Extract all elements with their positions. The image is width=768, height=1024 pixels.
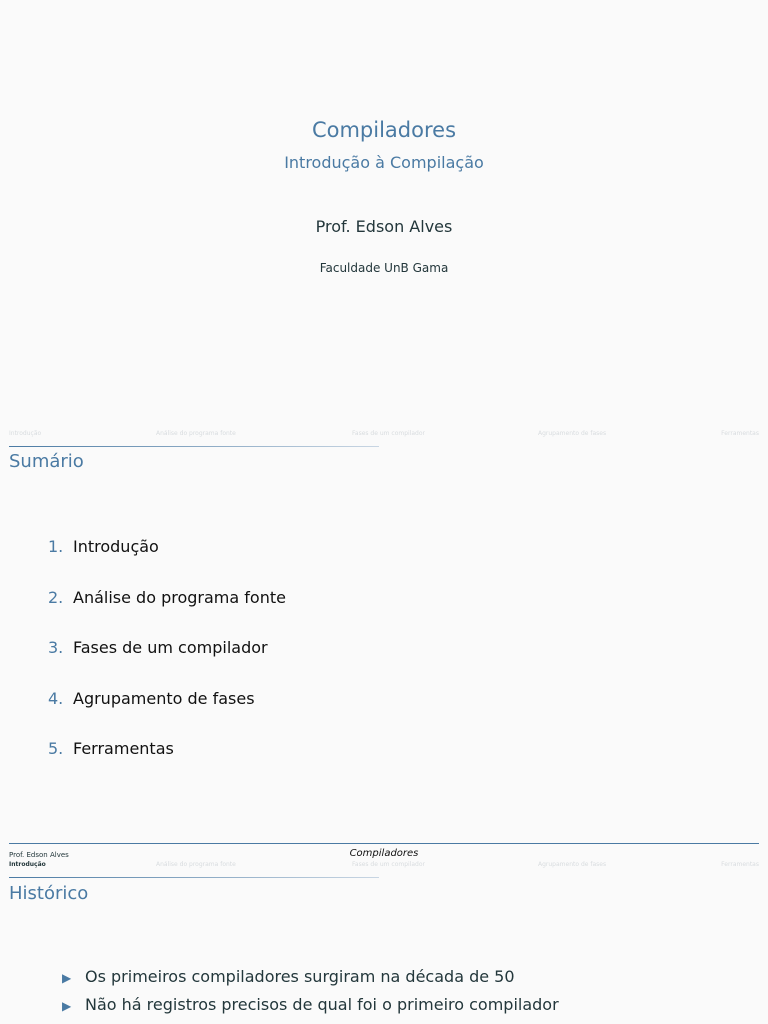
list-item: ▶ Não há registros precisos de qual foi o primeiro compilador (62, 995, 559, 1014)
bullet-list (62, 967, 559, 1023)
section-navigation (0, 430, 768, 444)
presentation-title: Compiladores (311, 118, 457, 142)
toc-item-label: Fases de um compilador (73, 638, 268, 657)
triangle-bullet-icon: ▶ (62, 971, 72, 985)
toc-item[interactable]: 2. Análise do programa fonte (48, 587, 286, 607)
summary-frametitle: Sumário (9, 451, 84, 472)
title-slide (0, 0, 768, 430)
nav-item-fases[interactable]: Fases de um compilador (352, 430, 425, 437)
toc-item-label: Ferramentas (73, 739, 174, 758)
footer-divider (9, 843, 759, 844)
list-item: ▶ Os primeiros compiladores surgiram na década de 50 (62, 967, 515, 986)
triangle-bullet-icon: ▶ (62, 999, 72, 1013)
institute-name: Faculdade UnB Gama (319, 261, 449, 275)
author-name: Prof. Edson Alves (315, 217, 453, 236)
nav-item-fases[interactable]: Fases de um compilador (352, 861, 425, 868)
table-of-contents (48, 537, 286, 790)
nav-divider (9, 446, 379, 447)
toc-item[interactable]: 3. Fases de um compilador (48, 638, 268, 657)
nav-item-ferramentas[interactable]: Ferramentas (721, 430, 759, 437)
nav-item-analise[interactable]: Análise do programa fonte (156, 861, 236, 868)
nav-item-analise[interactable]: Análise do programa fonte (156, 430, 236, 437)
footer-title: Compiladores (349, 848, 419, 859)
section-navigation (0, 861, 768, 875)
toc-item[interactable]: 1. Introdução (48, 537, 159, 556)
nav-item-agrupamento[interactable]: Agrupamento de fases (538, 430, 607, 437)
toc-item-label: Introdução (73, 537, 159, 556)
history-frametitle: Histórico (9, 883, 89, 904)
nav-item-introducao[interactable]: Introdução (9, 861, 46, 868)
nav-item-agrupamento[interactable]: Agrupamento de fases (538, 861, 607, 868)
nav-item-introducao[interactable]: Introdução (9, 430, 42, 437)
toc-item-label: Agrupamento de fases (73, 688, 255, 708)
toc-item[interactable]: 4. Agrupamento de fases (48, 688, 255, 708)
presentation-subtitle: Introdução à Compilação (284, 153, 484, 172)
toc-item-label: Análise do programa fonte (73, 587, 286, 607)
toc-item[interactable]: 5. Ferramentas (48, 739, 174, 758)
nav-divider (9, 877, 379, 878)
nav-item-ferramentas[interactable]: Ferramentas (721, 861, 759, 868)
footer-author: Prof. Edson Alves (9, 851, 69, 859)
